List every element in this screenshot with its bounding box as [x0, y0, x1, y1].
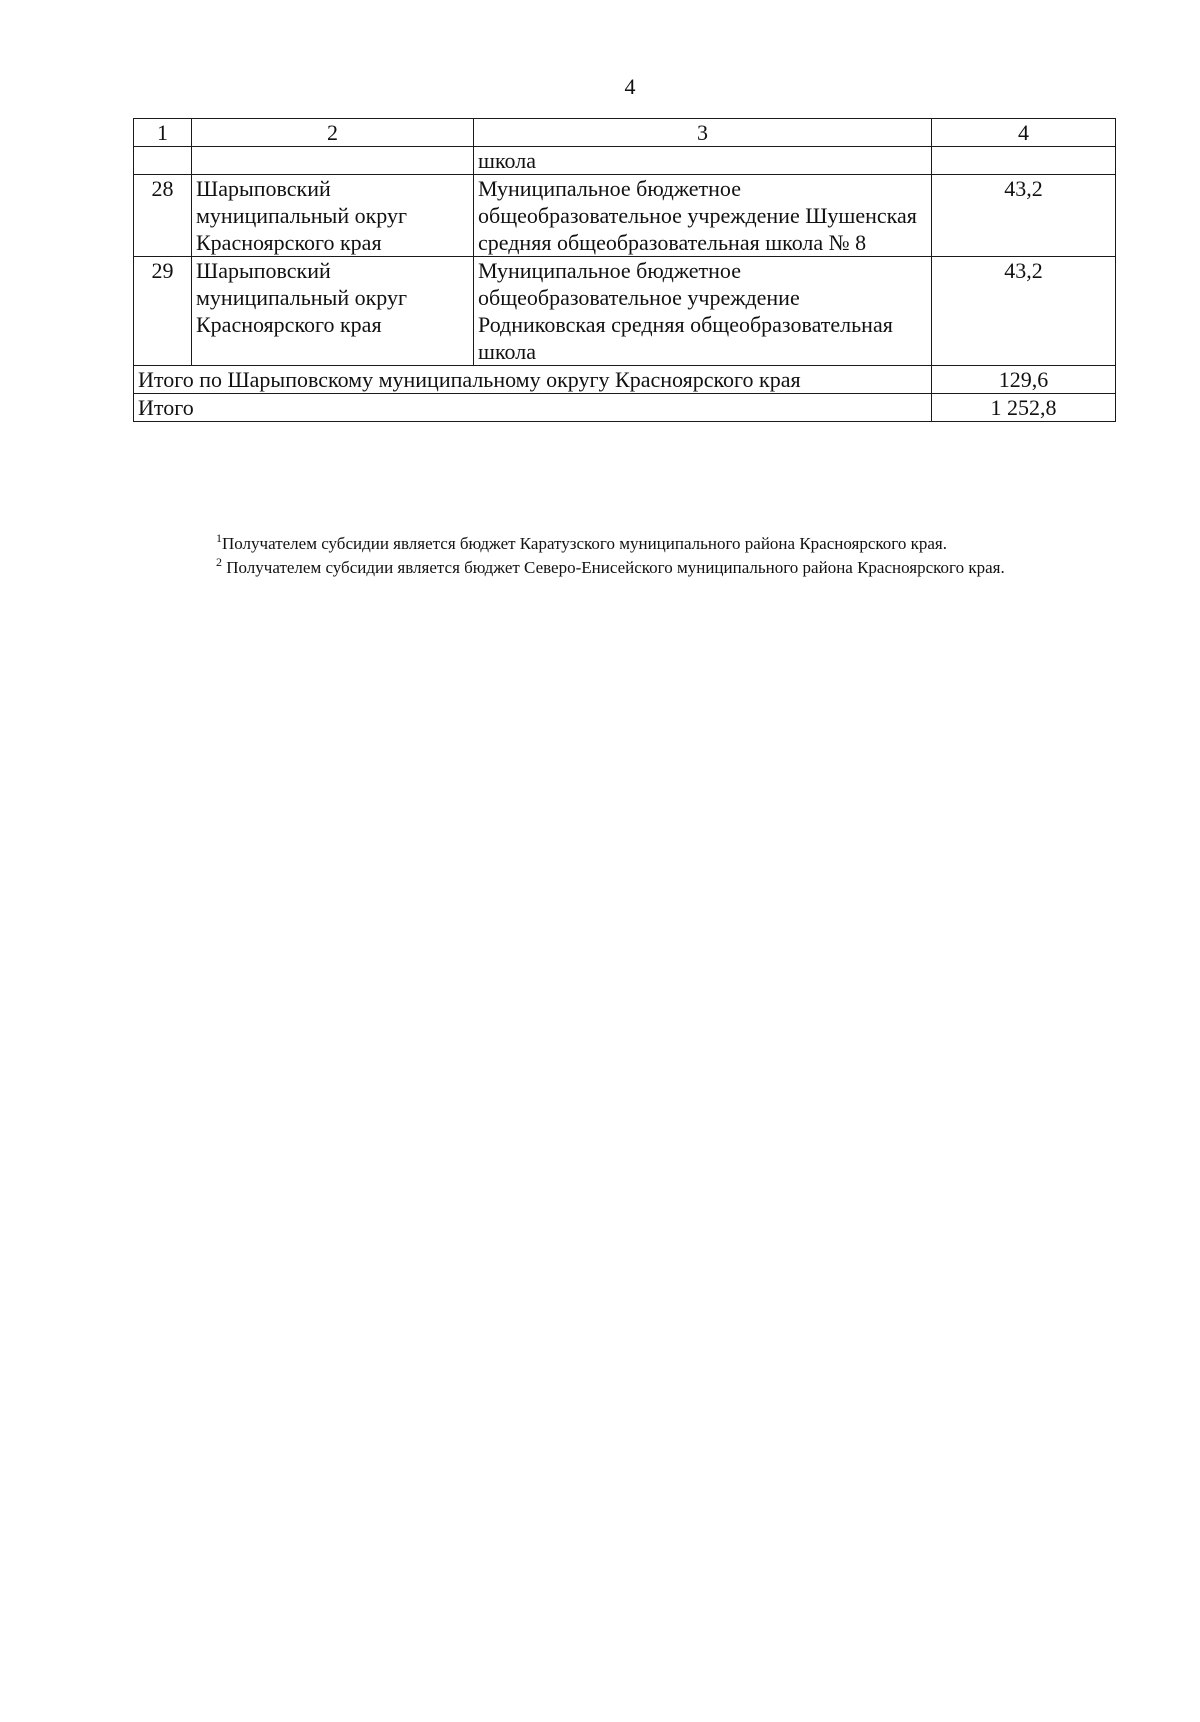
- total-label: Итого: [134, 394, 932, 422]
- footnote-text: Получателем субсидии является бюджет Северо-Енисейского муниципального района Красноярского края.: [226, 558, 1005, 577]
- header-cell-4: 4: [932, 119, 1116, 147]
- municipality-cell: Шарыповский муниципальный округ Красноярского края: [192, 257, 474, 366]
- header-cell-3: 3: [474, 119, 932, 147]
- table-header-row: [134, 119, 1116, 147]
- row-number-cell: 28: [134, 175, 192, 257]
- amount-cell: 43,2: [932, 175, 1116, 257]
- footnote-mark: 2: [216, 555, 222, 569]
- header-cell-1: 1: [134, 119, 192, 147]
- subtotal-row: [134, 366, 1116, 394]
- footnote-text: Получателем субсидии является бюджет Каратузского муниципального района Красноярского края.: [222, 534, 947, 553]
- institution-cell: школа: [474, 147, 932, 175]
- footnote-mark: 1: [216, 531, 222, 545]
- amount-cell: 43,2: [932, 257, 1116, 366]
- footnote-1: [142, 532, 1116, 556]
- subtotal-label: Итого по Шарыповскому муниципальному округу Красноярского края: [134, 366, 932, 394]
- institution-cell: Муниципальное бюджетное общеобразовательное учреждение Шушенская средняя общеобразовательная школа № 8: [474, 175, 932, 257]
- header-cell-2: 2: [192, 119, 474, 147]
- table-row-continuation: [134, 147, 1116, 175]
- total-row: [134, 394, 1116, 422]
- municipality-cell: [192, 147, 474, 175]
- subsidy-table: [133, 118, 1116, 422]
- row-number-cell: 29: [134, 257, 192, 366]
- table-row: [134, 175, 1116, 257]
- total-amount: 1 252,8: [932, 394, 1116, 422]
- footnote-2: [142, 556, 1116, 580]
- institution-cell: Муниципальное бюджетное общеобразовательное учреждение Родниковская средняя общеобразовательная школа: [474, 257, 932, 366]
- table-row: [134, 257, 1116, 366]
- page-number: 4: [624, 74, 636, 99]
- amount-cell: [932, 147, 1116, 175]
- subtotal-amount: 129,6: [932, 366, 1116, 394]
- municipality-cell: Шарыповский муниципальный округ Красноярского края: [192, 175, 474, 257]
- footnotes: [142, 532, 1116, 580]
- row-number-cell: [134, 147, 192, 175]
